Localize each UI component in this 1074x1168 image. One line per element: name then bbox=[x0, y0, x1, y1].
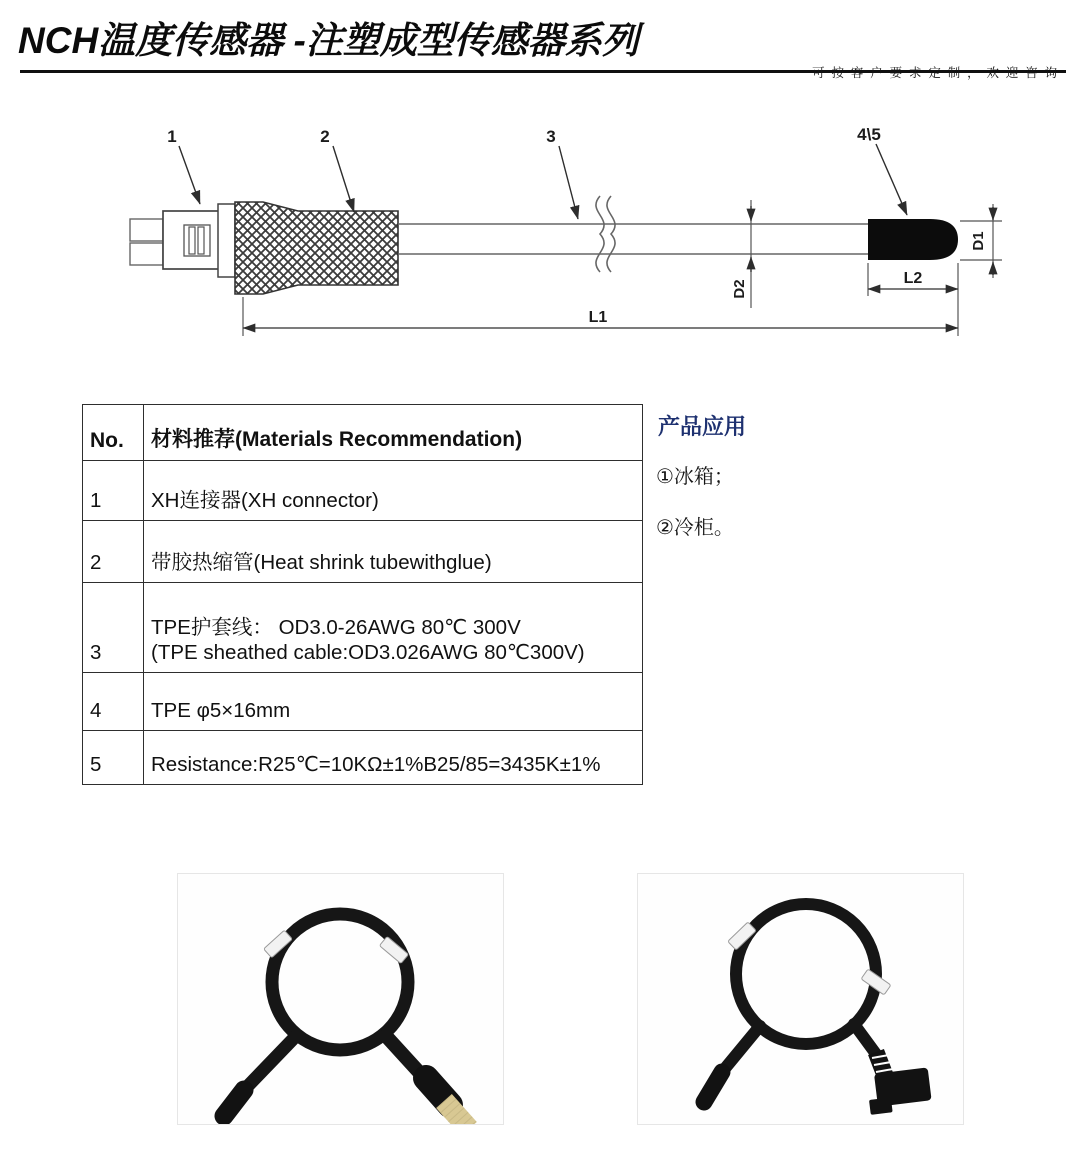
xh-connector-photo bbox=[444, 1101, 469, 1124]
application-item-2: ②冷柜。 bbox=[656, 517, 734, 539]
row-desc: 带胶热缩管(Heat shrink tubewithglue) bbox=[144, 521, 643, 583]
row-no: 5 bbox=[83, 731, 144, 785]
dim-l2 bbox=[868, 263, 958, 336]
applications-heading: 产品应用 bbox=[658, 414, 747, 439]
page-title: NCH温度传感器 -注塑成型传感器系列 bbox=[18, 20, 639, 61]
row-desc: XH连接器(XH connector) bbox=[144, 461, 643, 521]
cable-loop bbox=[244, 914, 428, 1090]
break-marks bbox=[596, 196, 615, 272]
probe-tip bbox=[224, 1090, 244, 1116]
col-header-material-zh: 材料推荐 bbox=[151, 428, 235, 451]
row-desc: TPE φ5×16mm bbox=[144, 673, 643, 731]
heat-shrink-tube-drawing bbox=[235, 202, 398, 294]
callout-3: 3 bbox=[546, 127, 556, 146]
callout-4-5: 4\5 bbox=[857, 125, 881, 144]
dim-label-d1: D1 bbox=[970, 231, 987, 251]
product-photo-right bbox=[637, 873, 964, 1125]
dim-label-d2: D2 bbox=[731, 279, 748, 299]
row-desc bbox=[144, 583, 643, 673]
sensor-tip-drawing bbox=[868, 219, 958, 260]
materials-table bbox=[82, 404, 643, 785]
table-row bbox=[83, 521, 643, 583]
row-no: 4 bbox=[83, 673, 144, 731]
cable-drawing bbox=[398, 224, 868, 254]
callout-2: 2 bbox=[320, 127, 330, 146]
customization-note: 可按客户要求定制，欢迎咨询 bbox=[812, 66, 1064, 80]
row-desc-line2: (TPE sheathed cable:OD3.026AWG 80℃300V) bbox=[151, 641, 585, 664]
application-item-1: ①冰箱； bbox=[656, 466, 734, 488]
callout-1: 1 bbox=[167, 127, 177, 146]
col-header-material-en: (Materials Recommendation) bbox=[235, 428, 523, 451]
row-no: 2 bbox=[83, 521, 144, 583]
sensor-technical-drawing bbox=[0, 100, 1074, 350]
row-desc-line1: TPE护套线： OD3.0-26AWG 80℃ 300V bbox=[151, 616, 521, 639]
table-row bbox=[83, 461, 643, 521]
col-header-no: No. bbox=[83, 405, 144, 461]
xh-connector-drawing bbox=[130, 204, 235, 277]
table-row bbox=[83, 673, 643, 731]
right-angle-connector bbox=[869, 1067, 932, 1114]
dim-label-l1: L1 bbox=[588, 309, 608, 326]
probe-tip bbox=[704, 1072, 722, 1102]
row-desc: Resistance:R25℃=10KΩ±1%B25/85=3435K±1% bbox=[144, 731, 643, 785]
dim-l1 bbox=[243, 297, 958, 336]
table-row bbox=[83, 731, 643, 785]
dim-d1 bbox=[960, 204, 1002, 278]
col-header-material bbox=[144, 405, 643, 461]
row-no: 1 bbox=[83, 461, 144, 521]
dim-label-l2: L2 bbox=[903, 270, 923, 287]
row-no: 3 bbox=[83, 583, 144, 673]
table-row bbox=[83, 583, 643, 673]
product-photo-left bbox=[177, 873, 504, 1125]
